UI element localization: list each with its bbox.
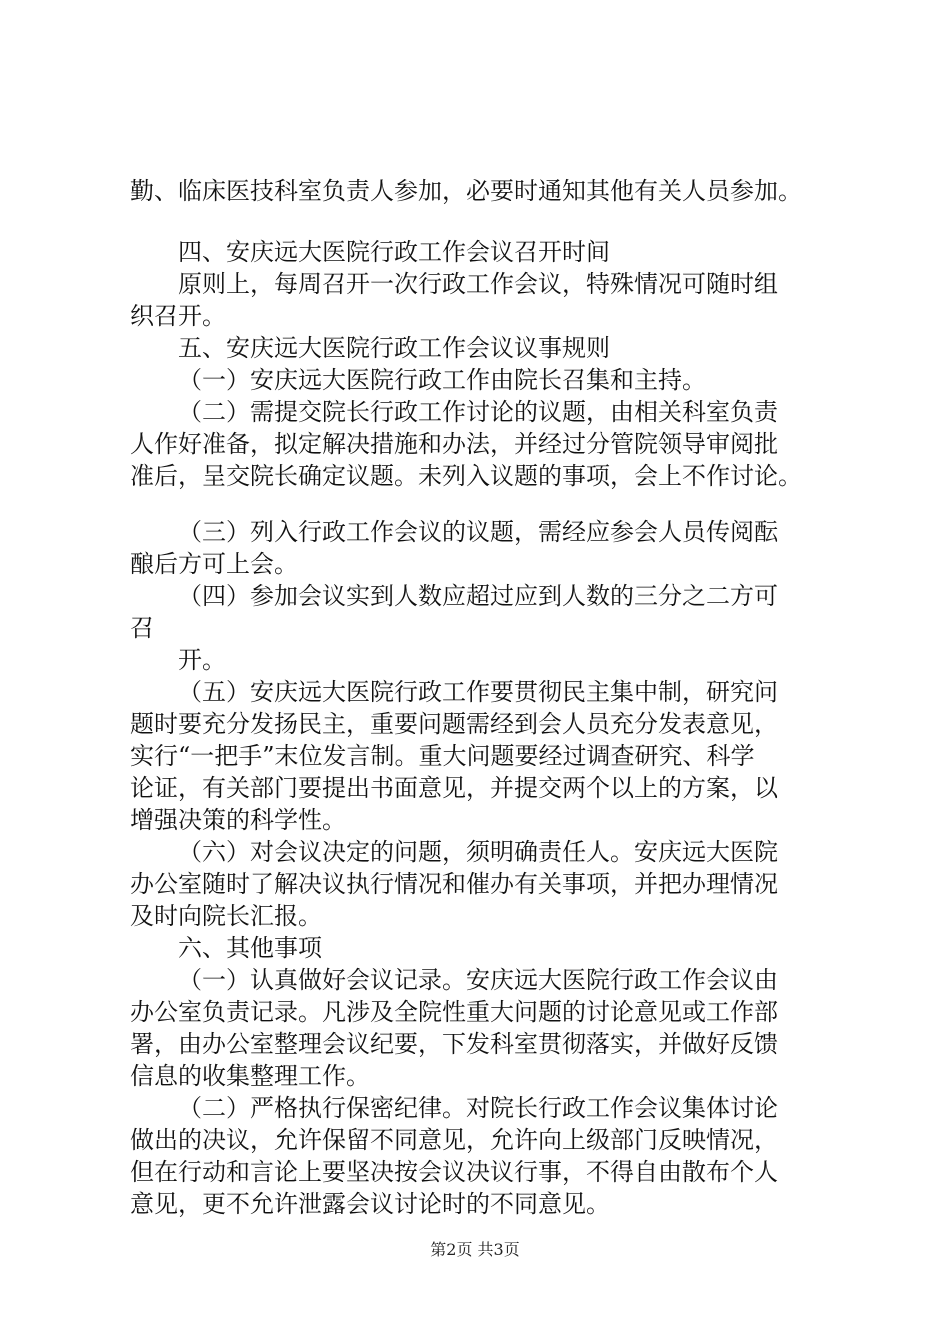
section-heading: 六、其他事项 — [178, 934, 322, 962]
text-line: （一）安庆远大医院行政工作由院长召集和主持。 — [178, 366, 706, 394]
text-line: 及时向院长汇报。 — [130, 902, 322, 930]
text-line: （二）严格执行保密纪律。对院长行政工作会议集体讨论 — [178, 1094, 778, 1122]
text-line: （五）安庆远大医院行政工作要贯彻民主集中制，研究问 — [178, 678, 778, 706]
text-line: 增强决策的科学性。 — [130, 806, 346, 834]
text-line: 实行“一把手”末位发言制。重大问题要经过调查研究、科学 — [130, 742, 755, 770]
text-line: （六）对会议决定的问题，须明确责任人。安庆远大医院 — [178, 838, 778, 866]
text-line: 题时要充分发扬民主，重要问题需经到会人员充分发表意见， — [130, 710, 778, 738]
text-line: 勤、临床医技科室负责人参加，必要时通知其他有关人员参加。 — [130, 177, 802, 205]
text-line: （二）需提交院长行政工作讨论的议题，由相关科室负责 — [178, 398, 778, 426]
text-line: 酿后方可上会。 — [130, 550, 298, 578]
text-line: 开。 — [178, 646, 226, 674]
text-line: 原则上，每周召开一次行政工作会议，特殊情况可随时组 — [178, 270, 778, 298]
text-line: 署，由办公室整理会议纪要，下发科室贯彻落实，并做好反馈 — [130, 1030, 778, 1058]
text-line: （四）参加会议实到人数应超过应到人数的三分之二方可 — [178, 582, 778, 610]
text-line: 织召开。 — [130, 302, 226, 330]
text-line: 论证，有关部门要提出书面意见，并提交两个以上的方案，以 — [130, 774, 778, 802]
text-line: 做出的决议，允许保留不同意见，允许向上级部门反映情况， — [130, 1126, 778, 1154]
text-line: 准后，呈交院长确定议题。未列入议题的事项，会上不作讨论。 — [130, 462, 802, 490]
text-line: 但在行动和言论上要坚决按会议决议行事，不得自由散布个人 — [130, 1158, 778, 1186]
section-heading: 四、安庆远大医院行政工作会议召开时间 — [178, 238, 610, 266]
page-footer: 第2页 共3页 — [430, 1240, 520, 1259]
text-line: （一）认真做好会议记录。安庆远大医院行政工作会议由 — [178, 966, 778, 994]
text-line: （三）列入行政工作会议的议题，需经应参会人员传阅酝 — [178, 518, 778, 546]
text-line: 办公室负责记录。凡涉及全院性重大问题的讨论意见或工作部 — [130, 998, 778, 1026]
text-line: 召 — [130, 614, 154, 642]
text-line: 信息的收集整理工作。 — [130, 1062, 370, 1090]
text-line: 人作好准备，拟定解决措施和办法，并经过分管院领导审阅批 — [130, 430, 778, 458]
text-line: 意见，更不允许泄露会议讨论时的不同意见。 — [130, 1190, 610, 1218]
text-line: 办公室随时了解决议执行情况和催办有关事项，并把办理情况 — [130, 870, 778, 898]
section-heading: 五、安庆远大医院行政工作会议议事规则 — [178, 334, 610, 362]
